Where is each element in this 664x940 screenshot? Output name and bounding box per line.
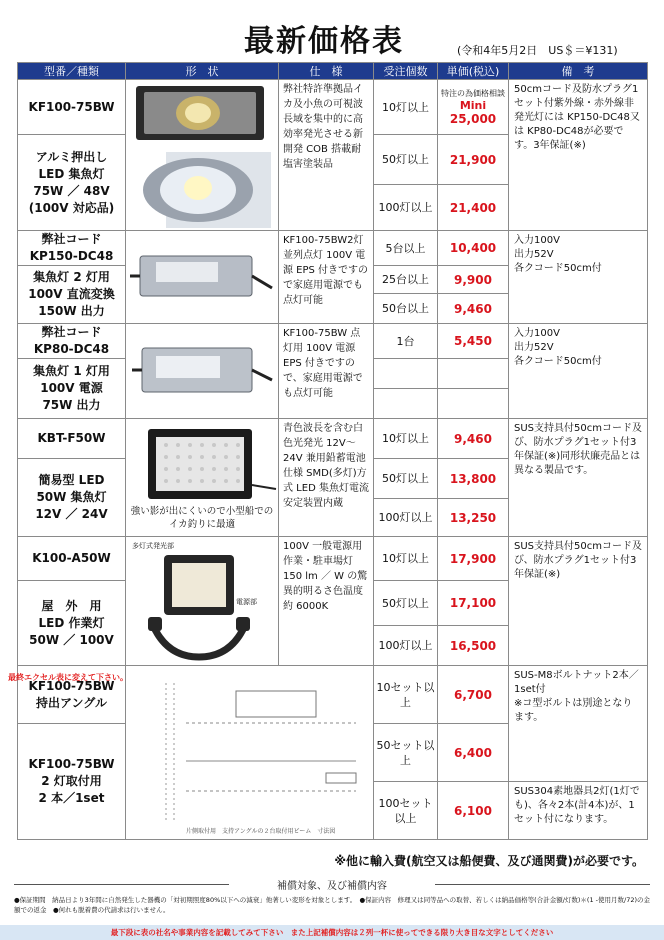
remark-cell: 50cmコード及防水プラグ1セット付紫外線・赤外線非発光灯には KP150-DC48又は KP80-DC48が必要です。3年保証(※) <box>509 80 648 231</box>
bracket-drawing <box>126 666 374 840</box>
remark-cell: SUS304素地器具2灯(1灯でも)、各々2本(計4本)が、1セット付になります。 <box>509 782 648 840</box>
footer-title: 補償対象、及び補償内容 <box>277 881 387 892</box>
drawing-caption: 片側取付用 支持アングルの２台取付用ビーム 寸法図 <box>186 828 336 835</box>
image-caption: 強い影が出にくいので小型船でのイカ釣りに最適 <box>130 505 274 530</box>
spec-cell: 弊社特許準拠品イカ及小魚の可視波長域を集中的に高効率発光させる新開発 COB 搭載耐塩害塗装品 <box>279 80 374 231</box>
model-code: 弊社コード <box>41 232 102 246</box>
warranty-text: ●保証期間 納品日より3年間に自然発生した器機の「対初期照度80%以下への減衰」他著しい変形を対象とします。 ●保証内容 修理又は同等品への取替、若しくは納品価格等(合計金額/灯数)＊(1 -使用月数/72)の金額での返金 ●何れも脱着費の代請求は行いません。 <box>14 896 650 914</box>
price-cell: 9,900 <box>438 266 509 294</box>
bracket-drawing-icon <box>126 673 374 833</box>
price-cell: 13,250 <box>438 499 509 537</box>
qty-cell: 10灯以上 <box>374 537 438 581</box>
qty-cell: 1台 <box>374 324 438 359</box>
price-cell: 9,460 <box>438 294 509 324</box>
desc-line: 簡易型 LED <box>38 473 105 487</box>
qty-cell: 50灯以上 <box>374 135 438 185</box>
header-spec: 仕 様 <box>279 63 374 80</box>
remark-cell: SUS支持具付50cmコード及び、防水プラグ1セット付3年保証(※)同形状廉売品とは異なる製品です。 <box>509 419 648 537</box>
qty-cell: 100灯以上 <box>374 499 438 537</box>
model-desc-cell <box>18 459 126 537</box>
image-label: 多灯式発光部 <box>132 542 174 550</box>
desc-line: 100V 直流変換 <box>28 287 115 301</box>
red-instruction-note: 最終エクセル表に変えて下さい。 <box>8 673 128 682</box>
model-cell <box>18 724 126 840</box>
qty-cell: 10セット以上 <box>374 666 438 724</box>
price-cell: 6,700 <box>438 666 509 724</box>
model-code: 弊社コード <box>41 325 102 339</box>
product-image <box>126 419 279 537</box>
page-title: 最新価格表 <box>244 24 404 59</box>
model-cell: KBT-F50W <box>18 419 126 459</box>
table-row <box>18 324 648 359</box>
model-code: KF100-75BW <box>28 678 115 693</box>
model-code: KF100-75BW <box>28 757 115 771</box>
model-desc-cell <box>18 266 126 324</box>
desc-line: 150W 出力 <box>38 304 105 318</box>
model-sub: 持出アングル <box>36 695 107 710</box>
remark-cell: 入力100V 出力52V 各クコード50cm付 <box>509 231 648 324</box>
qty-cell: 50台以上 <box>374 294 438 324</box>
price-cell: 21,900 <box>438 135 509 185</box>
model-cell <box>18 231 126 266</box>
header-qty: 受注個数 <box>374 63 438 80</box>
header-shape: 形 状 <box>126 63 279 80</box>
model-cell <box>18 80 126 135</box>
spec-cell: 青色波長を含む白色光発光 12V〜24V 兼用鉛蓄電池仕様 SMD(多灯)方式 LED 集魚灯電流安定装置内蔵 <box>279 419 374 537</box>
qty-cell: 10灯以上 <box>374 80 438 135</box>
qty-cell: 5台以上 <box>374 231 438 266</box>
table-row <box>18 231 648 266</box>
qty-cell-empty <box>374 359 438 389</box>
desc-line: 12V ／ 24V <box>35 507 108 521</box>
import-cost-note: ※他に輸入費(航空又は船便費、及び通関費)が必要です。 <box>334 854 644 868</box>
desc-line: 集魚灯 2 灯用 <box>33 270 110 284</box>
product-image <box>126 80 279 231</box>
qty-cell: 50灯以上 <box>374 581 438 626</box>
model-desc-cell <box>18 581 126 666</box>
remark-cell: SUS支持具付50cmコード及び、防水プラグ1セット付3年保証(※) <box>509 537 648 666</box>
price-cell <box>438 80 509 135</box>
product-image <box>126 537 279 666</box>
price-cell: 16,500 <box>438 626 509 666</box>
remark-cell: SUS-M8ボルトナット2本／1set付 ※コ型ボルトは別途となります。 <box>509 666 648 782</box>
qty-cell: 100灯以上 <box>374 185 438 231</box>
desc-line: 50W ／ 100V <box>29 632 114 647</box>
power-supply-icon <box>126 234 279 320</box>
model-code: KF100-75BW <box>28 99 115 114</box>
price-cell: 17,100 <box>438 581 509 626</box>
price-value: 25,000 <box>449 112 497 126</box>
spec-cell: KF100-75BW 点灯用 100V 電源 EPS 付きですので、家庭用電源でも点灯可能 <box>279 324 374 419</box>
qty-cell: 25台以上 <box>374 266 438 294</box>
led-floodlight-icon <box>126 425 279 505</box>
spec-cell: 100V 一般電源用作業・駐車場灯 150 lm ／ W の驚異的明るさ色温度約 6000K <box>279 537 374 666</box>
desc-line: (100V 対応品) <box>28 200 115 215</box>
header-row <box>18 63 648 80</box>
product-image <box>126 324 279 419</box>
date-note: (令和4年5月2日 US＄＝¥131) <box>457 44 618 57</box>
model-desc-cell <box>18 359 126 419</box>
price-table <box>17 62 648 840</box>
bottom-instruction-bar: 最下段に表の社名や事業内容を記載してみて下さい また上記補償内容は２列一杯に使ってできる限り大き目な文字としてください <box>0 925 664 940</box>
model-desc-cell <box>18 135 126 231</box>
led-fish-lamp-icon <box>126 80 279 230</box>
price-cell: 17,900 <box>438 537 509 581</box>
qty-cell: 10灯以上 <box>374 419 438 459</box>
model-code: KP150-DC48 <box>29 249 114 263</box>
desc-line: LED 集魚灯 <box>38 166 105 181</box>
product-image <box>126 231 279 324</box>
qty-cell: 50セット以上 <box>374 724 438 782</box>
qty-cell: 100セット以上 <box>374 782 438 840</box>
model-cell: K100-A50W <box>18 537 126 581</box>
desc-line: 50W 集魚灯 <box>36 490 107 504</box>
price-cell: 13,800 <box>438 459 509 499</box>
table-row <box>18 80 648 135</box>
desc-line: アルミ押出し <box>35 149 108 164</box>
model-sub: 2 灯取付用 <box>41 774 102 788</box>
model-cell <box>18 324 126 359</box>
price-cell: 6,400 <box>438 724 509 782</box>
header-remarks: 備 考 <box>509 63 648 80</box>
price-cell: 21,400 <box>438 185 509 231</box>
desc-line: 集魚灯 1 灯用 <box>33 364 110 378</box>
spec-cell: KF100-75BW2灯並列点灯 100V 電源 EPS 付きですので家庭用電源でも点灯可能 <box>279 231 374 324</box>
qty-cell: 100灯以上 <box>374 626 438 666</box>
power-supply-icon <box>126 328 279 414</box>
divider <box>435 884 650 885</box>
image-label: 電源部 <box>236 598 257 606</box>
qty-cell: 50灯以上 <box>374 459 438 499</box>
table-row <box>18 419 648 459</box>
mini-note: 特注の為価格相談 <box>441 89 505 98</box>
price-cell: 9,460 <box>438 419 509 459</box>
qty-cell-empty <box>374 389 438 419</box>
model-sub: 2 本／1set <box>38 791 105 805</box>
desc-line: 75W 出力 <box>42 398 101 412</box>
header-price: 単価(税込) <box>438 63 509 80</box>
model-code: KP80-DC48 <box>33 342 110 356</box>
table-row <box>18 537 648 581</box>
desc-line: LED 作業灯 <box>38 615 105 630</box>
desc-line: 屋 外 用 <box>41 598 102 613</box>
price-cell: 10,400 <box>438 231 509 266</box>
price-cell: 6,100 <box>438 782 509 840</box>
desc-line: 75W ／ 48V <box>33 183 110 198</box>
price-cell: 5,450 <box>438 324 509 359</box>
header-model: 型番／種類 <box>18 63 126 80</box>
price-cell-empty <box>438 389 509 419</box>
price-cell-empty <box>438 359 509 389</box>
mini-tag: Mini <box>459 99 487 112</box>
desc-line: 100V 電源 <box>40 381 103 395</box>
remark-cell: 入力100V 出力52V 各クコード50cm付 <box>509 324 648 419</box>
